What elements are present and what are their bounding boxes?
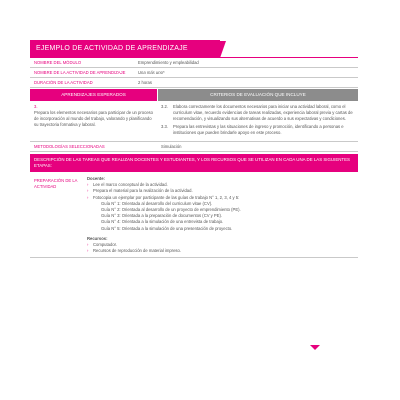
criteria-section (30, 101, 358, 142)
guide-item: Guía N° 4: Orientada a la simulación de una entrevista de trabajo. (101, 219, 224, 225)
method-label: METODOLOGÍAS SELECCIONADAS (34, 144, 105, 149)
info-value: 2 horas (138, 80, 152, 85)
guide-item: Guía N° 5: Orientada a la simulación de una presentación de proyecto. (101, 225, 233, 231)
criteria-number: 3.2. (161, 104, 168, 109)
guide-item: Guía N° 1: Orientada al desarrollo del curriculum vitae (CV). (101, 200, 213, 206)
info-value: Emprendimiento y empleabilidad (138, 60, 199, 65)
info-label: NOMBRE DE LA ACTIVIDAD DE APRENDIZAJE (34, 70, 126, 75)
list-item-text: Computador. (93, 242, 117, 248)
criteria-text: Elabora correctamente los documentos necesarios para iniciar una actividad laboral, como el curriculum vitae, recuerdo evidencias de tareas realizadas, experiencia laboral previa y cartas de recomendación, y visualizando sus alternativas de acuerdo a sus expectativas y condiciones. (173, 104, 353, 121)
method-value: Simulación (161, 144, 182, 149)
criteria-text: Prepara las entrevistas y las situaciones de ingreso y promoción, identificando a personas e instituciones que pueden brindarle apoyo en este proceso. (173, 124, 344, 135)
criteria-item (161, 104, 354, 122)
teacher-title: Docente: (87, 176, 105, 181)
info-value: Una más uno* (138, 70, 165, 75)
list-item (87, 248, 358, 254)
learning-text: Prepara los elementos necesarios para participar de un proceso de incorporación al mundo del trabajo, valorando y planificando su trayectoria formativa y laboral. (34, 110, 153, 127)
info-label: DURACIÓN DE LA ACTIVIDAD (34, 80, 93, 85)
chevron-right-icon: › (87, 188, 89, 194)
section-headers (30, 89, 358, 101)
info-row-duration (30, 78, 358, 88)
bottom-divider (30, 257, 358, 258)
guide-item: Guía N° 2: Orientada al desarrollo de un proyecto de emprendimiento (PE). (101, 207, 241, 213)
info-label: NOMBRE DEL MÓDULO (34, 60, 82, 65)
method-row (30, 142, 358, 152)
guide-item: Guía N° 3: Orientada a la preparación de documentos (CV y PE). (101, 213, 223, 219)
activity-body (87, 176, 358, 254)
chevron-right-icon: › (87, 194, 89, 200)
info-table (30, 58, 358, 88)
info-row-activity (30, 68, 358, 78)
info-row-module (30, 58, 358, 68)
criteria-number: 3.3. (161, 124, 168, 129)
chevron-right-icon: › (87, 242, 89, 248)
chevron-right-icon: › (87, 182, 89, 188)
triangle-down-icon (310, 345, 320, 350)
list-item-text: Recursos de reproducción de material impreso. (93, 248, 181, 254)
learning-number: 3. (34, 104, 38, 109)
list-item-text: Lee el marco conceptual de la actividad. (93, 182, 168, 188)
list-item-text: Fotocopia un ejemplar por participante de las guías de trabajo N° 1, 2, 3, 4 y 5: (93, 194, 240, 200)
tasks-band: DESCRIPCIÓN DE LAS TAREAS QUE REALIZAN DOCENTES Y ESTUDIANTES, Y LOS RECURSOS QUE SE UTILIZAN EN CADA UNA DE LAS SIGUIENTES ETAPAS: (30, 154, 358, 172)
criteria-header: CRITERIOS DE EVALUACIÓN QUE INCLUYE (158, 89, 358, 101)
page-title: EJEMPLO DE ACTIVIDAD DE APRENDIZAJE (30, 40, 220, 57)
criteria-item (161, 124, 354, 136)
learning-header: APRENDIZAJES ESPERADOS (30, 89, 157, 101)
chevron-right-icon: › (87, 248, 89, 254)
resources-title: Recursos: (87, 235, 108, 241)
list-item-text: Prepara el material para la realización de la actividad. (93, 188, 193, 194)
activity-section (30, 176, 358, 254)
document-page (30, 40, 358, 258)
criteria-cell (157, 101, 358, 141)
activity-label: PREPARACIÓN DE LA ACTIVIDAD (34, 178, 78, 190)
learning-cell (30, 101, 157, 141)
